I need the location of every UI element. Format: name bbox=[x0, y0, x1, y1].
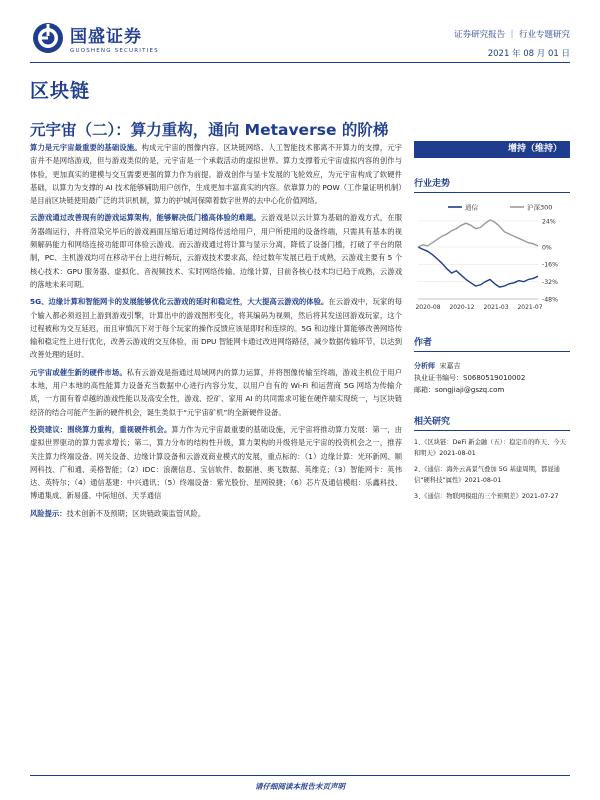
report-date: 2021 年 08 月 01 日 bbox=[487, 49, 570, 59]
trend-chart-svg bbox=[414, 199, 570, 317]
email-value[interactable]: songjiaji@gszq.com bbox=[435, 386, 505, 394]
y-tick-label: -32% bbox=[542, 278, 558, 286]
y-tick-label: -48% bbox=[542, 296, 558, 304]
x-tick-label: 2020-08 bbox=[415, 304, 441, 311]
report-header bbox=[0, 0, 600, 70]
license-number: S0680519010002 bbox=[463, 374, 526, 382]
series-line-沪深300 bbox=[418, 220, 538, 247]
paragraph: 算力是元宇宙最重要的基础设施。构成元宇宙的图像内容、区块链网络、人工智能技术都离不开算力的支撑，元宇宙并不是网络游戏，但与游戏类似的是，元宇宙是一个承载活动的虚拟世界。算力支撑着元宇宙虚拟内容的创作与体验，更加真实的建模与交互需要更强的算力作为前提。游戏创作与显卡发展的飞轮效应，为元宇宙构成了软硬件基础，以算力为支撑的 AI 技术能够辅助用户创作，生成更加丰富真实的内容。依靠算力的 POW（工作量证明机制）是目前区块链使用最广泛的共识机制，算力的护城河保障着数字世界的去中心化价值网络。 bbox=[30, 143, 403, 206]
sidebar bbox=[414, 141, 570, 507]
footer-divider bbox=[30, 775, 570, 776]
author-title: 作者 bbox=[414, 335, 570, 352]
author-role: 分析师 bbox=[414, 362, 435, 370]
related-list bbox=[414, 437, 570, 502]
paragraph-risk: 风险提示：技术创新不及预期；区块链政策监管风险。 bbox=[30, 508, 206, 518]
trend-title: 行业走势 bbox=[414, 176, 570, 193]
related-title: 相关研究 bbox=[414, 414, 570, 431]
y-tick-label: 24% bbox=[542, 218, 556, 226]
related-item[interactable]: 1、《区块链：DeFi 新金融（五）：稳定币的昨天、今天和明天》2021-08-01 bbox=[414, 439, 566, 457]
logo-icon bbox=[32, 22, 64, 54]
license-label: 执业证书编号： bbox=[414, 374, 463, 382]
rating-badge: 增持（维持） bbox=[414, 141, 570, 158]
summary-body bbox=[30, 141, 402, 524]
legend-label: 通信 bbox=[465, 203, 478, 212]
y-tick-label: -16% bbox=[542, 261, 558, 269]
paragraph: 云游戏通过改善现有的游戏运算架构，能够解决低门槛高体验的难题。云游戏是以云计算为基础的游戏方式，在服务器端运行，并将渲染完毕后的游戏画面压缩后通过网络传送给用户，用户所使用的设备终端，只需具有基本的视频解码能力和网络连接功能即可体验云游戏。而云游戏通过将计算与显示分离，降低了设备门槛，打破了平台的限制，PC、主机游戏均可在移动平台上进行畅玩，云游戏技术要求高，经过数年发展已趋于成熟，云游戏主要有 5 个核心技术：GPU 服务器、虚拟化、音视频技术、实时网络传输、边缘计算，目前各核心技术均已趋于成熟，云游戏的落地未来可期。 bbox=[30, 213, 403, 289]
email-label: 邮箱： bbox=[414, 386, 435, 394]
author-name: 宋嘉吉 bbox=[439, 362, 461, 370]
paragraph: 元宇宙或催生新的硬件市场。私有云游戏是指通过局域网内的算力运算，并将图像传输至终端，游戏主机位于用户本地，用户本地的高性能算力设备充当数据中心进行内容分发，以用户自有的 Wi-Fi 和运营商 5G 网络为传输介质，一方面有着卓越的游戏性能以及高安全性，游戏、挖矿、家用 AI 的共同需求可能在硬件端实现统一，与区块链经济的结合可能产生新的硬件机会，诞生类似于“元宇宙矿机”的全新硬件设备。 bbox=[30, 367, 403, 417]
series-line-通信 bbox=[418, 247, 538, 287]
logo-name: 国盛证券 bbox=[70, 27, 142, 47]
related-item[interactable]: 2、《通信：海外云高景气叠加 5G 基建周期，都显通信“硬科技”属性》2021-08-01 bbox=[414, 466, 560, 484]
x-tick-label: 2020-12 bbox=[449, 304, 475, 311]
header-divider bbox=[30, 62, 570, 63]
industry-name: 区块链 bbox=[30, 80, 91, 102]
x-tick-label: 2021-07 bbox=[517, 304, 543, 311]
x-tick-label: 2021-03 bbox=[483, 304, 509, 311]
company-logo bbox=[32, 22, 159, 54]
related-item[interactable]: 3、《通信：物联网模组的三个预期差》2021-07-27 bbox=[414, 493, 559, 500]
legend-label: 沪深300 bbox=[527, 203, 553, 212]
y-tick-label: 0% bbox=[542, 244, 552, 252]
paragraph: 5G、边缘计算和智能网卡的发展能够优化云游戏的延时和稳定性，大大提高云游戏的体验。在云游戏中，玩家的每个输入都必须返回上游到游戏引擎，计算出中的游戏图形变化，将其编码为视频，然后将其发送回游戏玩家，这个过程被称为交互延迟，而且审慎沉下对于每个玩家的操作反馈应该是即时和连续的。5G 和边缘计算能够改善网络传输和稳定性上进行优化，改善云游戏的交互体验，而 DPU 智能网卡通过改进网络路径，减少数据传输环节，以达到改善处理的延时。 bbox=[30, 297, 402, 360]
footer-disclaimer: 请仔细阅读本报告末页声明 bbox=[255, 782, 345, 791]
trend-chart bbox=[414, 199, 570, 317]
author-info bbox=[414, 360, 570, 396]
logo-english-name: GUOSHENG SECURITIES bbox=[70, 48, 159, 54]
report-title: 元宇宙（二）：算力重构，通向 Metaverse 的阶梯 bbox=[30, 121, 389, 139]
paragraph-investment: 投资建议：围绕算力重构，重视硬件机会。算力作为元宇宙最重要的基础设施，元宇宙将推动算力发展：第一，由虚拟世界驱动的算力需求增长；第二，算力分布的结构性升级，算力架构的升级将是元宇宙的投资机会之一，推荐关注算力终端设备、网关设备、边缘计算设备和云游戏商业模式的发展，重点标的：（1）边缘计算：光环新网、顺网科技、广和通、美格智能；（2）IDC：浪潮信息、宝信软件、数据港、奥飞数据、英维克；（3）智能网卡：英伟达、英特尔；（4）通信基建：中兴通讯；（5）终端设备：紫光股份、星网锐捷；（6）芯片及通信模组：乐鑫科技、博通集成、新易盛、中际旭创、天孚通信 bbox=[30, 424, 403, 501]
report-category: 证券研究报告 ｜ 行业专题研究 bbox=[454, 30, 570, 40]
